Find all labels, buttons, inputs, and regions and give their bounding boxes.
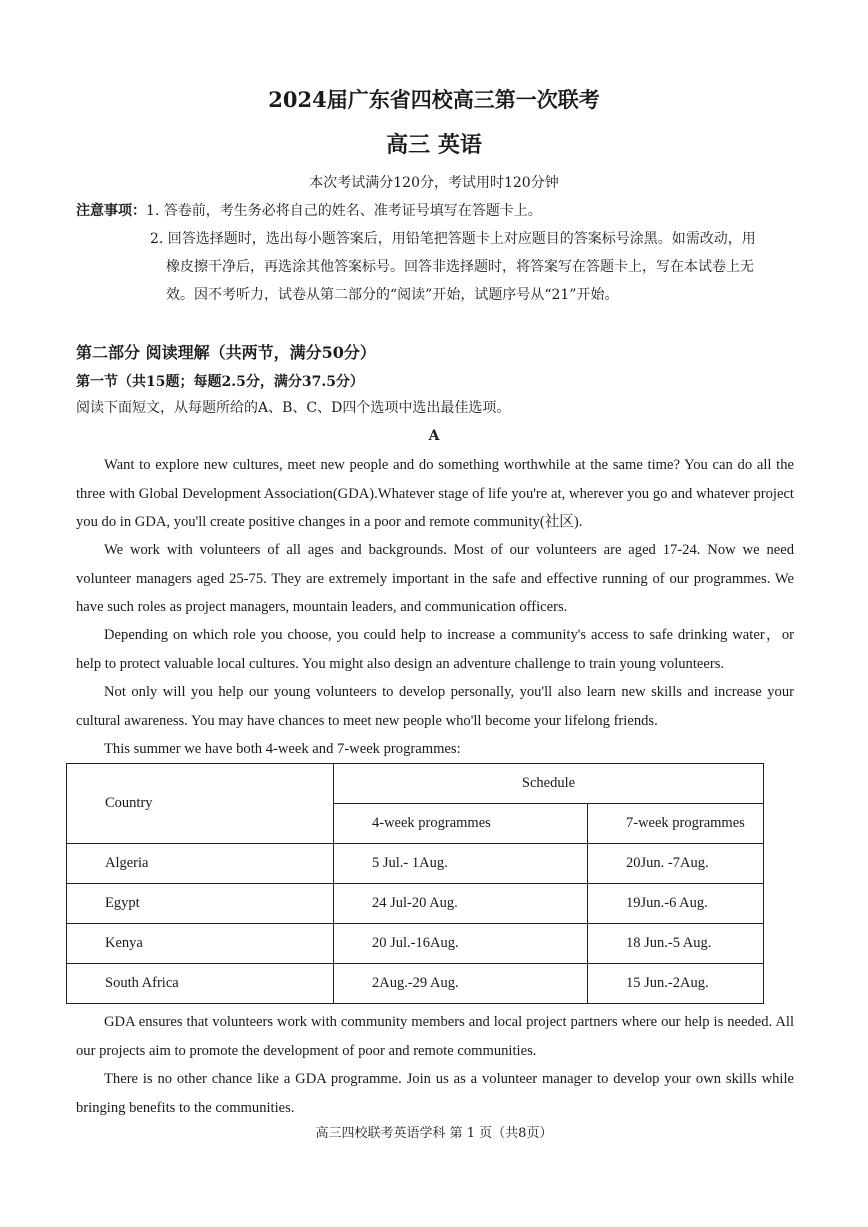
notice-label: 注意事项：: [76, 203, 146, 219]
section-title: 第一节（共15题；每题2.5分，满分37.5分）: [76, 374, 364, 390]
row-4week: 20 Jul.-16Aug.: [334, 924, 588, 964]
passage-paragraph-1: Want to explore new cultures, meet new people and do something worthwhile at the same time? You can do all the three with Global Development Association(GDA).Whatever stage of life you're at, wherever you go and whatever project you do in GDA, you'll create positive changes in a poor and remote community(社区).: [76, 457, 794, 530]
notice-item-2-line-3: 效。因不考听力，试卷从第二部分的“阅读”开始，试题序号从“21”开始。: [166, 287, 619, 303]
row-4week: 24 Jul-20 Aug.: [334, 884, 588, 924]
row-country: Algeria: [67, 844, 334, 884]
instruction: 阅读下面短文，从每题所给的A、B、C、D四个选项中选出最佳选项。: [76, 400, 511, 416]
row-4week: 2Aug.-29 Aug.: [334, 964, 588, 1004]
passage-paragraph-5: This summer we have both 4-week and 7-week programmes:: [104, 741, 461, 757]
part-title: 第二部分 阅读理解（共两节，满分50分）: [76, 343, 376, 362]
page-footer: 高三四校联考英语学科 第 1 页（共8页）: [315, 1126, 553, 1141]
row-7week: 19Jun.-6 Aug.: [588, 884, 764, 924]
row-7week: 18 Jun.-5 Aug.: [588, 924, 764, 964]
passage-paragraph-2: We work with volunteers of all ages and backgrounds. Most of our volunteers are aged 17-24. Now we need volunteer managers aged 25-75. They are extremely important in the safe and effective running of our programmes. We have such roles as project managers, mountain leaders, and communication officers.: [76, 542, 794, 615]
table-row: [67, 924, 764, 964]
table-row: [67, 884, 764, 924]
passage-paragraph-3: Depending on which role you choose, you could help to increase a community's access to safe drinking water，or help to protect valuable local cultures. You might also design an adventure challenge to train young volunteers.: [76, 627, 794, 672]
row-country: Egypt: [67, 884, 334, 924]
table-row: [67, 844, 764, 884]
header-7week: 7-week programmes: [588, 804, 764, 844]
exam-info: 本次考试满分120分，考试用时120分钟: [309, 175, 559, 191]
exam-subject: 高三 英语: [386, 132, 482, 158]
passage-paragraph-4: Not only will you help our young volunteers to develop personally, you'll also learn new skills and increase your cultural awareness. You may have chances to meet new people who'll become your lifelong friends.: [76, 684, 794, 729]
row-7week: 15 Jun.-2Aug.: [588, 964, 764, 1004]
row-country: South Africa: [67, 964, 334, 1004]
passage-label: A: [428, 428, 440, 444]
passage-paragraph-6: GDA ensures that volunteers work with community members and local project partners where our help is needed. All our projects aim to promote the development of poor and remote communities.: [76, 1014, 794, 1059]
exam-title: 2024届广东省四校高三第一次联考: [268, 87, 600, 112]
notice-item-1-text: 1. 答卷前，考生务必将自己的姓名、准考证号填写在答题卡上。: [146, 203, 542, 219]
header-schedule: Schedule: [334, 764, 764, 804]
row-7week: 20Jun. -7Aug.: [588, 844, 764, 884]
schedule-table: [66, 763, 764, 1004]
notice-item-2-line-2: 橡皮擦干净后，再选涂其他答案标号。回答非选择题时，将答案写在答题卡上，写在本试卷上无: [166, 259, 754, 275]
row-country: Kenya: [67, 924, 334, 964]
notice-item-2: [150, 225, 796, 309]
notice-item-2-line-1: 2. 回答选择题时，选出每小题答案后，用铅笔把答题卡上对应题目的答案标号涂黑。如需改动，用: [150, 231, 756, 247]
table-row: [67, 964, 764, 1004]
row-4week: 5 Jul.- 1Aug.: [334, 844, 588, 884]
notice-item-1: [76, 197, 796, 225]
header-4week: 4-week programmes: [334, 804, 588, 844]
passage-paragraph-7: There is no other chance like a GDA programme. Join us as a volunteer manager to develop your own skills while bringing benefits to the communities.: [76, 1071, 794, 1116]
header-country: Country: [67, 764, 334, 844]
